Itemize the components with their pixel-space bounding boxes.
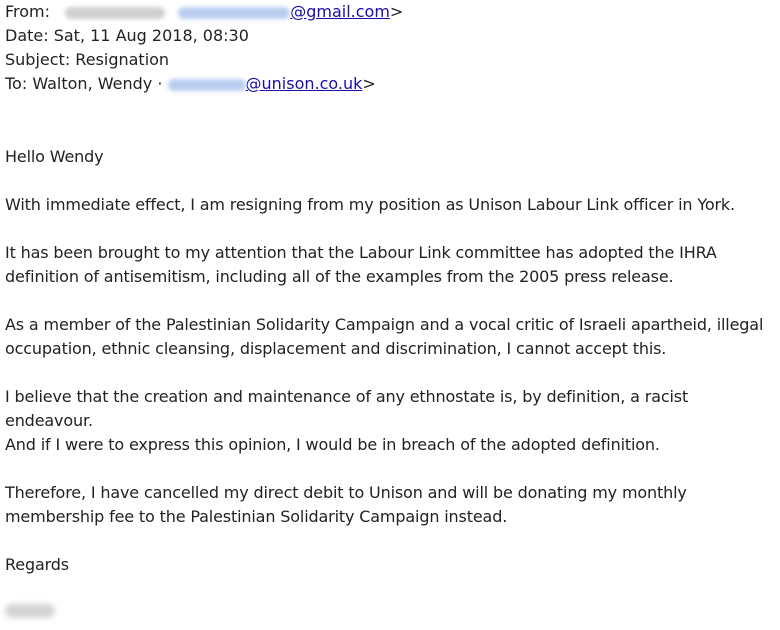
redacted-sender-name <box>65 7 165 19</box>
signoff: Regards <box>5 555 69 574</box>
email-body <box>5 145 780 601</box>
from-label: From: <box>5 2 51 21</box>
body-paragraph: I believe that the creation and maintenance of any ethnostate is, by definition, a racist endeavour. And if I were to express this opinion, I would be in breach of the adopted definition. <box>5 387 689 454</box>
body-paragraph: Therefore, I have cancelled my direct debit to Unison and will be donating my monthly membership fee to the Palestinian Solidarity Campaign instead. <box>5 483 687 526</box>
body-paragraph: With immediate effect, I am resigning from my position as Unison Labour Link officer in York. <box>5 195 735 214</box>
greeting: Hello Wendy <box>5 147 104 166</box>
to-line <box>5 72 780 96</box>
to-separator: · <box>157 74 163 93</box>
subject-line: Subject: Resignation <box>5 50 170 69</box>
recipient-email-link[interactable]: @unison.co.uk <box>245 74 363 93</box>
to-label: To: Walton, Wendy <box>5 74 153 93</box>
email-header <box>5 0 780 96</box>
date-line: Date: Sat, 11 Aug 2018, 08:30 <box>5 26 249 45</box>
body-paragraph: As a member of the Palestinian Solidarity Campaign and a vocal critic of Israeli apartheid, illegal occupation, ethnic cleansing, displacement and discrimination, I cannot accept this. <box>5 315 764 358</box>
sender-email-link[interactable]: @gmail.com <box>290 2 390 21</box>
body-paragraph: It has been brought to my attention that the Labour Link committee has adopted the IHRA definition of antisemitism, including all of the examples from the 2005 press release. <box>5 243 717 286</box>
from-line <box>5 0 780 24</box>
redacted-sender-email <box>178 7 290 19</box>
redacted-recipient-email <box>168 79 246 91</box>
redacted-signature <box>5 604 55 618</box>
from-close-bracket: > <box>389 2 404 21</box>
to-close-bracket: > <box>362 74 376 93</box>
